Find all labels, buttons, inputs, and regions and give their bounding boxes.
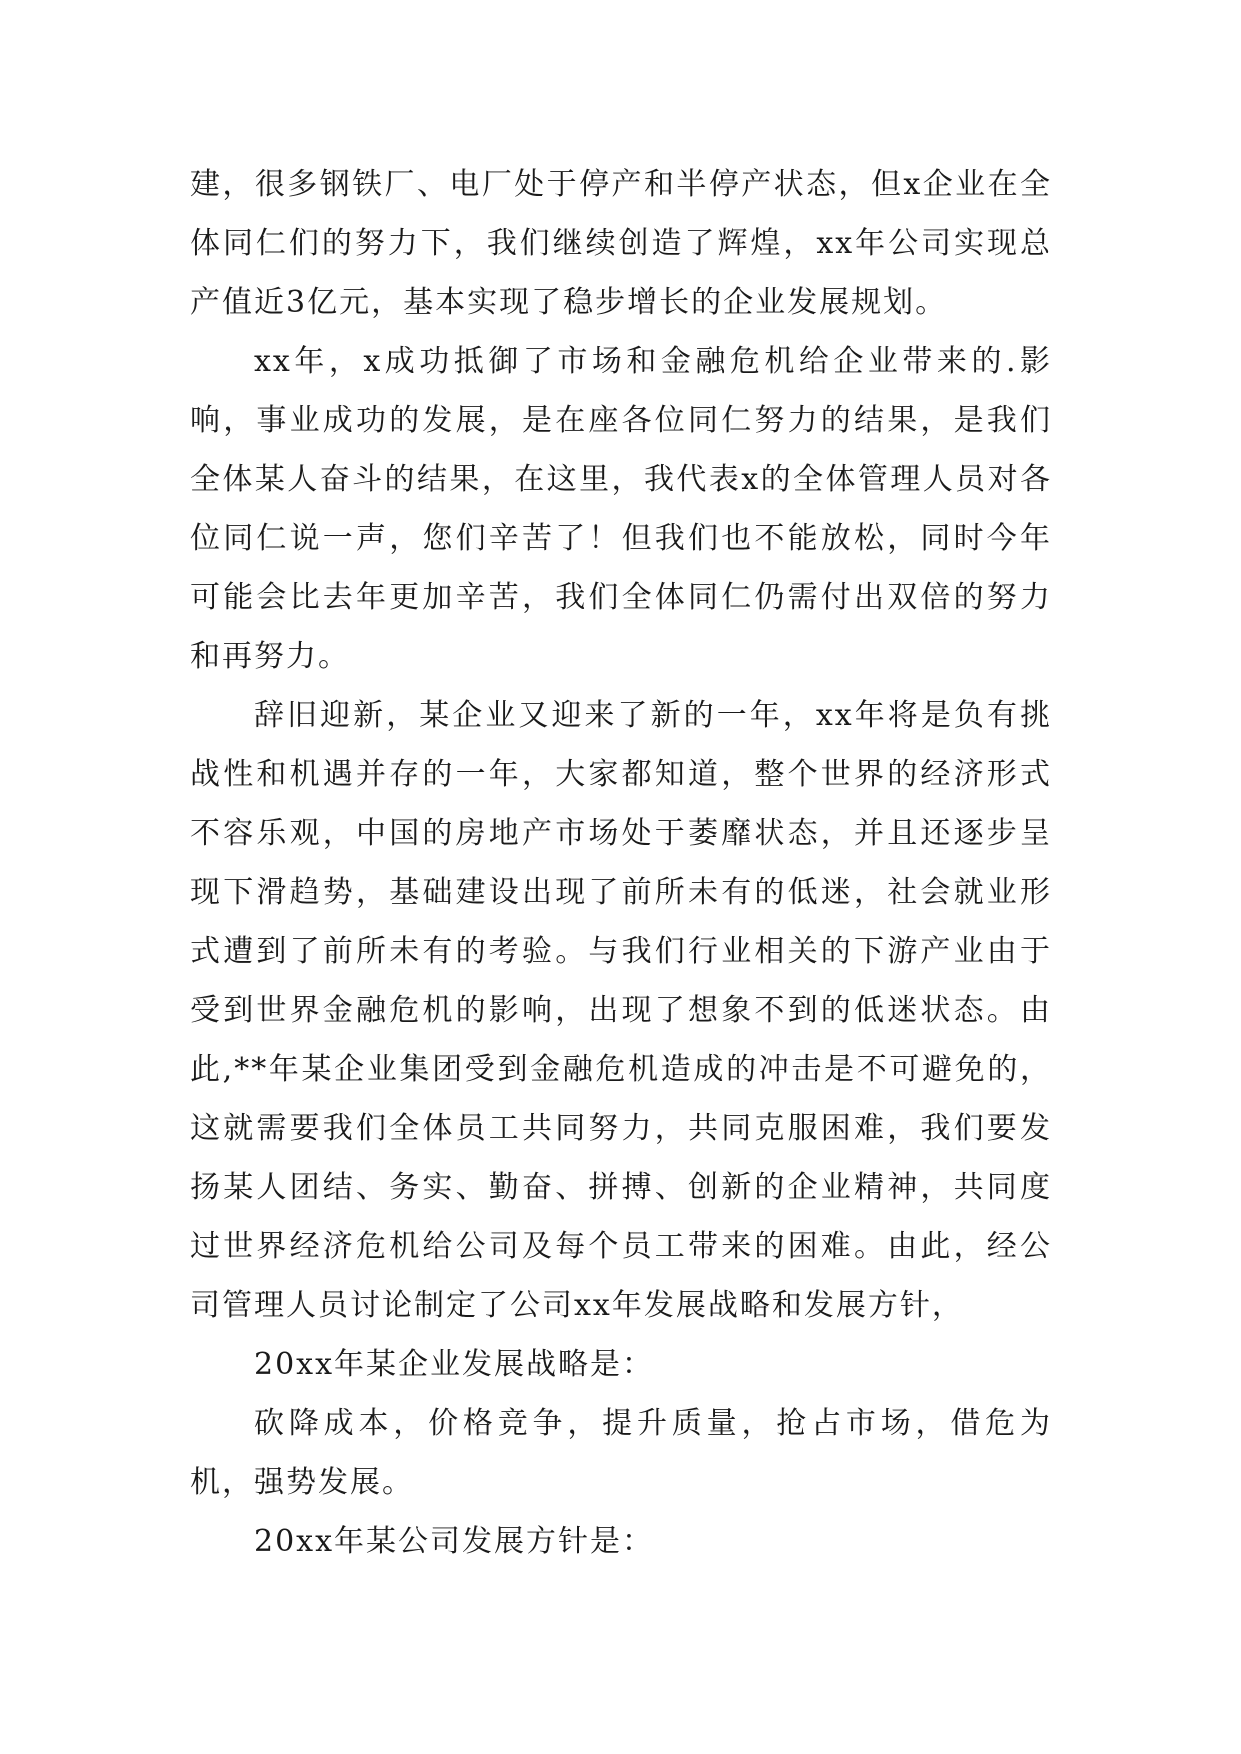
paragraph-new-year: 辞旧迎新，某企业又迎来了新的一年，xx年将是负有挑战性和机遇并存的一年，大家都知道，整个世界的经济形式不容乐观，中国的房地产市场处于萎靡状态，并且还逐步呈现下滑趋势，基础建设出现了前所未有的低迷，社会就业形式遭到了前所未有的考验。与我们行业相关的下游产业由于受到世界金融危机的影响，出现了想象不到的低迷状态。由此,**年某企业集团受到金融危机造成的冲击是不可避免的，这就需要我们全体员工共同努力，共同克服困难，我们要发扬某人团结、务实、勤奋、拼搏、创新的企业精神，共同度过世界经济危机给公司及每个员工带来的困难。由此，经公司管理人员讨论制定了公司xx年发展战略和发展方针， (190, 698, 1052, 1323)
document-body (190, 155, 1052, 1571)
strategy-heading: 20xx年某企业发展战略是： (254, 1347, 655, 1382)
strategy-content: 砍降成本，价格竞争，提升质量，抢占市场，借危为机，强势发展。 (190, 1406, 1052, 1500)
paragraph-achievement: xx年，x成功抵御了市场和金融危机给企业带来的.影响，事业成功的发展，是在座各位同仁努力的结果，是我们全体某人奋斗的结果，在这里，我代表x的全体管理人员对各位同仁说一声，您们辛苦了！但我们也不能放松，同时今年可能会比去年更加辛苦，我们全体同仁仍需付出双倍的努力和再努力。 (190, 344, 1052, 674)
policy-heading: 20xx年某公司发展方针是： (254, 1524, 655, 1559)
paragraph-continued: 建，很多钢铁厂、电厂处于停产和半停产状态，但x企业在全体同仁们的努力下，我们继续创造了辉煌，xx年公司实现总产值近3亿元，基本实现了稳步增长的企业发展规划。 (190, 167, 1052, 320)
